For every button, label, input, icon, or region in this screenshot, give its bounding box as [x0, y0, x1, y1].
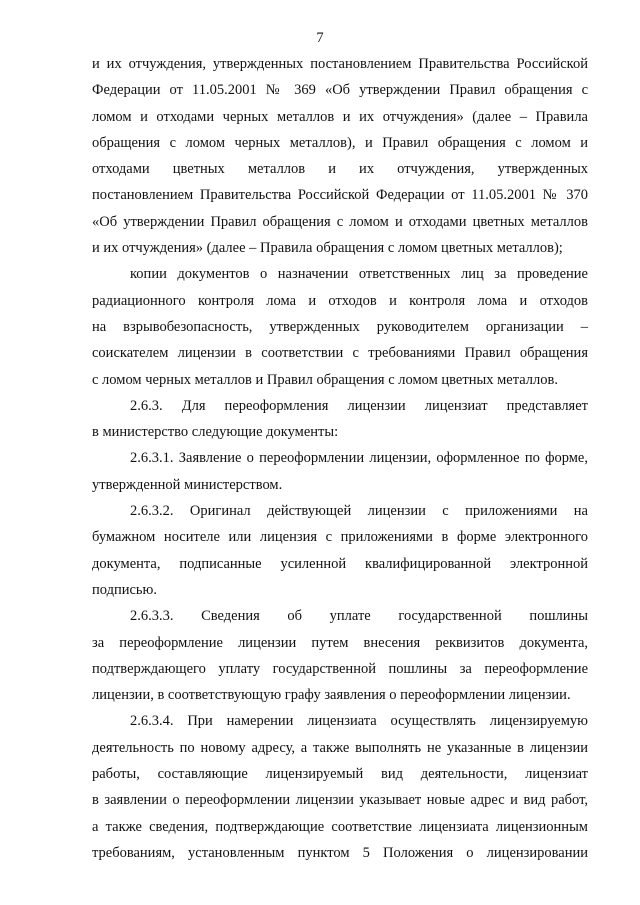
document-body: [92, 51, 588, 866]
paragraph-line: а также сведения, подтверждающие соответствие лицензиата лицензионным: [92, 818, 588, 835]
paragraph-line: лицензии, в соответствующую графу заявления о переоформлении лицензии.: [92, 687, 571, 704]
paragraph-line: 2.6.3.1. Заявление о переоформлении лицензии, оформленное по форме,: [130, 450, 588, 467]
paragraph-line: 2.6.3.3. Сведения об уплате государственной пошлины: [130, 608, 588, 625]
paragraph-line: и их отчуждения, утвержденных постановлением Правительства Российской: [92, 56, 588, 72]
paragraph-line: радиационного контроля лома и отходов и контроля лома и отходов: [92, 292, 588, 309]
paragraph-line: бумажном носителе или лицензия с приложениями в форме электронного: [92, 529, 588, 546]
paragraph-line: подтверждающего уплату государственной пошлины за переоформление: [92, 660, 588, 677]
paragraph-line: подписью.: [92, 581, 157, 598]
paragraph-line: 2.6.3. Для переоформления лицензии лицензиат представляет: [130, 397, 588, 414]
paragraph-line: документа, подписанные усиленной квалифицированной электронной: [92, 555, 588, 572]
page-number: 7: [316, 30, 324, 46]
paragraph-line: отходами цветных металлов и их отчуждения, утвержденных: [92, 161, 588, 178]
paragraph-line: работы, составляющие лицензируемый вид деятельности, лицензиат: [92, 766, 588, 783]
paragraph-line: 2.6.3.4. При намерении лицензиата осуществлять лицензируемую: [130, 713, 588, 730]
paragraph-line: в заявлении о переоформлении лицензии указывает новые адрес и вид работ,: [92, 792, 588, 809]
paragraph-line: и их отчуждения» (далее – Правила обращения с ломом цветных металлов);: [92, 240, 563, 257]
paragraph-line: требованиям, установленным пунктом 5 Положения о лицензировании: [92, 844, 588, 861]
paragraph-line: Федерации от 11.05.2001 № 369 «Об утверждении Правил обращения с: [92, 82, 588, 99]
paragraph-line: соискателем лицензии в соответствии с требованиями Правил обращения: [92, 345, 588, 362]
paragraph-line: постановлением Правительства Российской Федерации от 11.05.2001 № 370: [92, 187, 588, 204]
paragraph-line: обращения с ломом черных металлов), и Правил обращения с ломом и: [92, 134, 588, 151]
paragraph-line: «Об утверждении Правил обращения с ломом и отходами цветных металлов: [92, 213, 588, 230]
paragraph-line: утвержденной министерством.: [92, 476, 283, 493]
paragraph-line: с ломом черных металлов и Правил обращения с ломом цветных металлов.: [92, 371, 558, 388]
paragraph-line: деятельность по новому адресу, а также выполнять не указанные в лицензии: [92, 739, 588, 756]
paragraph-line: на взрывобезопасность, утвержденных руководителем организации –: [92, 318, 588, 335]
paragraph-line: 2.6.3.2. Оригинал действующей лицензии с приложениями на: [130, 503, 588, 520]
paragraph-line: в министерство следующие документы:: [92, 424, 339, 441]
paragraph-line: за переоформление лицензии путем внесения реквизитов документа,: [92, 634, 588, 651]
paragraph-line: ломом и отходами черных металлов и их отчуждения» (далее – Правила: [92, 108, 588, 125]
paragraph-line: копии документов о назначении ответственных лиц за проведение: [130, 266, 588, 283]
